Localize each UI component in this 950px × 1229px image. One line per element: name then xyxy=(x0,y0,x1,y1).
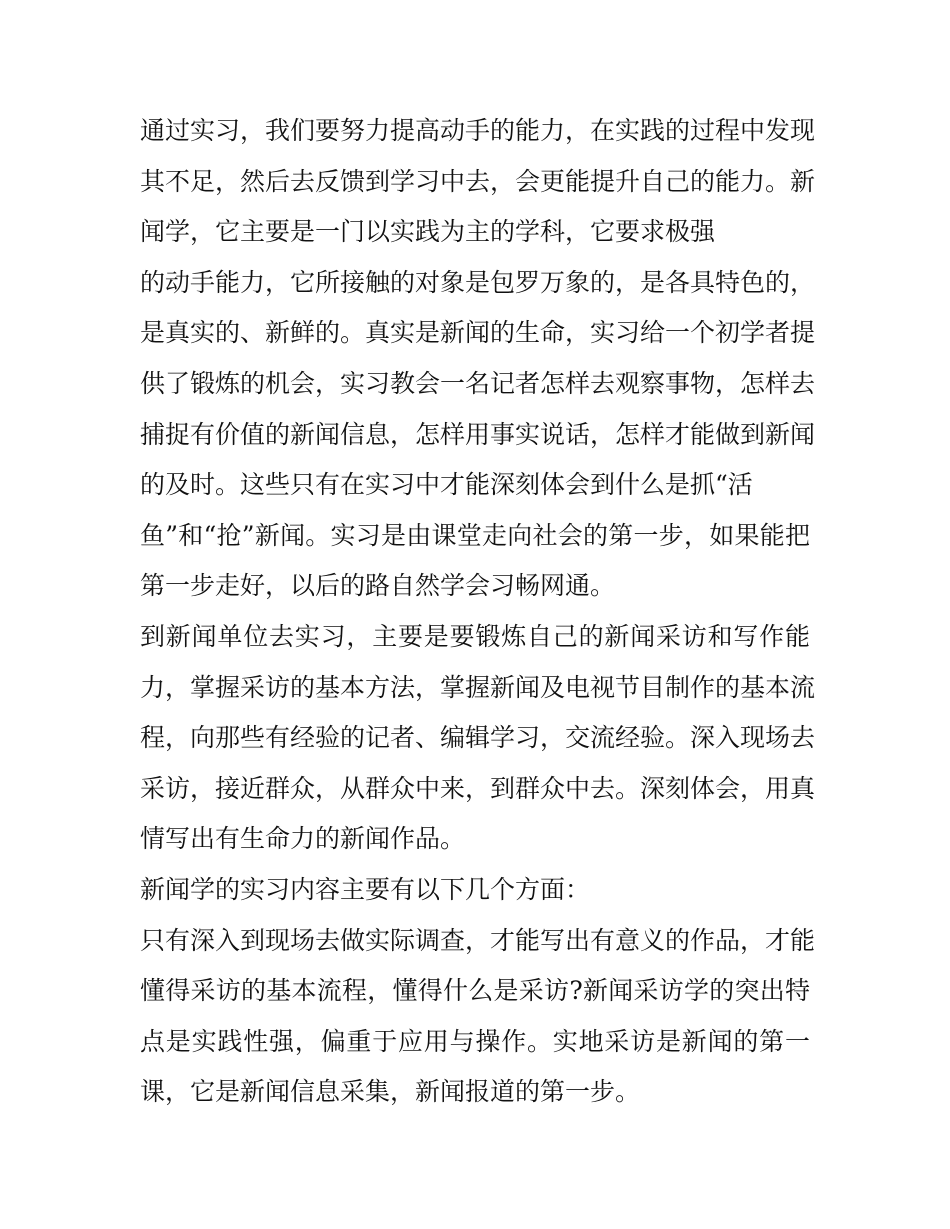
text-line: 采访，接近群众，从群众中来，到群众中去。深刻体会，用真 xyxy=(140,773,816,803)
text-line: 力，掌握采访的基本方法，掌握新闻及电视节目制作的基本流 xyxy=(140,672,816,702)
text-line: 程，向那些有经验的记者、编辑学习，交流经验。深入现场去 xyxy=(140,723,816,753)
text-line: 新闻学的实习内容主要有以下几个方面： xyxy=(140,874,591,904)
text-line: 的及时。这些只有在实习中才能深刻体会到什么是抓“活 xyxy=(140,470,753,500)
text-line: 只有深入到现场去做实际调查，才能写出有意义的作品，才能 xyxy=(140,925,816,955)
text-line: 鱼”和“抢”新闻。实习是由课堂走向社会的第一步，如果能把 xyxy=(140,520,810,550)
text-line: 通过实习，我们要努力提高动手的能力，在实践的过程中发现 xyxy=(140,116,816,145)
text-line: 的动手能力，它所接触的对象是包罗万象的，是各具特色的， xyxy=(140,267,816,297)
text-line: 是真实的、新鲜的。真实是新闻的生命，实习给一个初学者提 xyxy=(140,318,816,348)
body-text xyxy=(140,106,830,1118)
text-line: 课，它是新闻信息采集，新闻报道的第一步。 xyxy=(140,1077,641,1107)
text-line: 点是实践性强，偏重于应用与操作。实地采访是新闻的第一 xyxy=(140,1026,810,1056)
text-line: 闻学，它主要是一门以实践为主的学科，它要求极强 xyxy=(140,217,716,247)
text-line: 其不足，然后去反馈到学习中去，会更能提升自己的能力。新 xyxy=(140,166,816,196)
text-line: 懂得采访的基本流程，懂得什么是采访?新闻采访学的突出特 xyxy=(140,976,810,1006)
text-line: 情写出有生命力的新闻作品。 xyxy=(140,824,466,854)
text-line: 第一步走好，以后的路自然学会习畅网通。 xyxy=(140,571,616,601)
text-line: 捕捉有价值的新闻信息，怎样用事实说话，怎样才能做到新闻 xyxy=(140,419,816,449)
text-line: 供了锻炼的机会，实习教会一名记者怎样去观察事物，怎样去 xyxy=(140,368,816,398)
text-line: 到新闻单位去实习，主要是要锻炼自己的新闻采访和写作能 xyxy=(140,621,810,651)
